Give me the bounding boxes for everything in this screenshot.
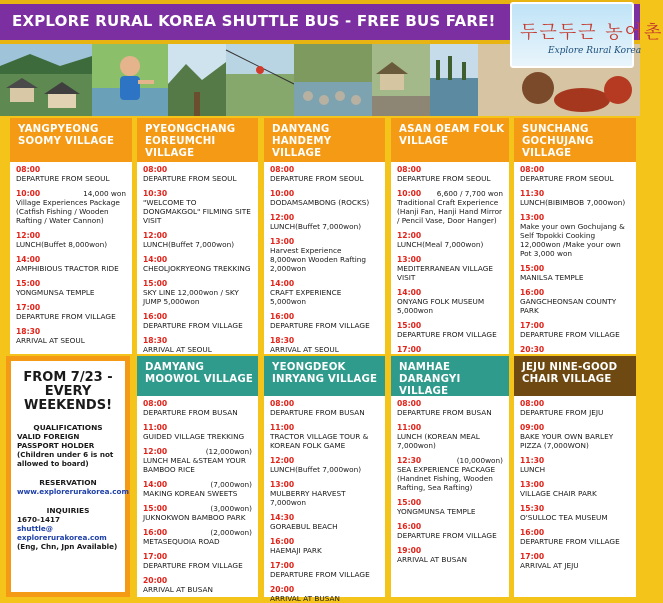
schedule-item (143, 336, 252, 354)
event-desc: MAKING KOREAN SWEETS (143, 489, 238, 498)
inquiries-heading: INQUIRIES (46, 506, 90, 515)
event-desc: LUNCH(Buffet 7,000won) (143, 240, 235, 249)
schedule-item (270, 279, 379, 306)
village-title: NAMHAE DARANGYI VILLAGE (391, 356, 509, 396)
event-desc: ARRIVAL AT BUSAN (270, 594, 340, 603)
schedule-item (520, 399, 630, 417)
event-time: 10:00 (270, 189, 295, 198)
village-card-namhae (391, 356, 509, 597)
event-time: 16:00 (520, 288, 545, 297)
photo-boy-fishing (92, 44, 168, 116)
event-time: 12:00 (270, 213, 295, 222)
event-desc: O'SULLOC TEA MUSEUM (520, 513, 608, 522)
event-desc: DEPARTURE FROM BUSAN (397, 408, 492, 417)
event-time: 11:30 (520, 189, 545, 198)
event-desc: ARRIVAL AT BUSAN (397, 555, 467, 564)
schedule-item (397, 255, 503, 282)
schedule-item (143, 399, 252, 417)
photo-village-roofs (0, 44, 92, 116)
photo-mountain-view (168, 44, 226, 116)
event-time: 08:00 (270, 399, 295, 408)
village-card-pyeongchang (137, 118, 258, 354)
village-title: DAMYANG MOOWOL VILLAGE (137, 356, 258, 396)
event-time: 09:00 (520, 423, 545, 432)
event-desc: METASEQUOIA ROAD (143, 537, 220, 546)
event-desc: GORAEBUL BEACH (270, 522, 338, 531)
schedule-item (397, 498, 503, 516)
schedule-item (397, 546, 503, 564)
schedule-item (143, 504, 252, 522)
event-time: 17:00 (397, 345, 422, 354)
schedule-item (16, 165, 126, 183)
event-time: 17:00 (520, 552, 545, 561)
schedule-item (270, 237, 379, 273)
event-time: 12:00 (143, 231, 168, 240)
schedule-item (270, 336, 379, 354)
event-time: 11:00 (143, 423, 168, 432)
event-time: 10:30 (143, 189, 168, 198)
event-time: 12:30 (397, 456, 422, 465)
event-time: 11:30 (520, 456, 545, 465)
schedule-item (143, 189, 252, 225)
schedule-item (520, 189, 630, 207)
schedule-item (397, 399, 503, 417)
event-desc: JUKNOKWON BAMBOO PARK (143, 513, 246, 522)
event-desc: ARRIVAL AT SEOUL (16, 336, 85, 345)
schedule-item (270, 456, 379, 474)
schedule-item (520, 165, 630, 183)
event-time: 12:00 (16, 231, 41, 240)
photo-stone-wall-village (372, 44, 430, 116)
village-card-sunchang (514, 118, 636, 354)
event-desc: YONGMUNSA TEMPLE (397, 507, 476, 516)
event-time: 13:00 (270, 480, 295, 489)
event-time: 14:00 (397, 288, 422, 297)
village-title: YEONGDEOK INRYANG VILLAGE (264, 356, 385, 396)
event-desc: DEPARTURE FROM VILLAGE (143, 561, 243, 570)
event-price: (10,000won) (456, 456, 503, 465)
event-desc: DODAMSAMBONG (ROCKS) (270, 198, 370, 207)
village-title: ASAN OEAM FOLK VILLAGE (391, 118, 509, 162)
event-desc: DEPARTURE FROM BUSAN (270, 408, 365, 417)
schedule-item (143, 312, 252, 330)
info-panel (6, 356, 130, 597)
event-time: 16:00 (143, 312, 168, 321)
schedule-item (397, 456, 503, 492)
schedule-item (397, 189, 503, 225)
event-time: 11:00 (270, 423, 295, 432)
event-time: 13:00 (397, 255, 422, 264)
schedule-item (397, 165, 503, 183)
village-card-damyang (137, 356, 258, 597)
event-desc: SEA EXPERIENCE PACKAGE (Handnet Fishing, Wooden Rafting, Sea Rafting) (397, 465, 496, 492)
schedule-item (520, 552, 630, 570)
event-desc: TRACTOR VILLAGE TOUR & KOREAN FOLK GAME (270, 432, 369, 450)
event-time: 08:00 (143, 399, 168, 408)
schedule-item (143, 447, 252, 474)
event-desc: LUNCH(Buffet 7,000won) (270, 465, 362, 474)
event-desc: LUNCH MEAL &STEAM YOUR BAMBOO RICE (143, 456, 246, 474)
qualification-line: allowed to board) (17, 459, 89, 468)
schedule-item (143, 255, 252, 273)
event-desc: MEDITERRANEAN VILLAGE VISIT (397, 264, 493, 282)
event-desc: GUIDED VILLAGE TREKKING (143, 432, 245, 441)
reservation-heading: RESERVATION (39, 478, 97, 487)
qualification-line: VALID FOREIGN (17, 432, 80, 441)
village-card-asan (391, 118, 509, 354)
schedule-item (520, 213, 630, 258)
event-desc: ONYANG FOLK MUSEUM 5,000won (397, 297, 485, 315)
schedule-item (520, 264, 630, 282)
event-desc: Traditional Craft Experience (Hanji Fan, Hanji Hand Mirror / Pencil Vase, Door Hanger) (397, 198, 503, 225)
event-desc: YONGMUNSA TEMPLE (16, 288, 95, 297)
event-desc: LUNCH(Buffet 7,000won) (270, 222, 362, 231)
event-time: 15:30 (520, 504, 545, 513)
event-desc: ARRIVAL AT BUSAN (143, 585, 213, 594)
qualifications-heading: QUALIFICATIONS (33, 423, 103, 432)
photo-stepping-stones (294, 44, 372, 116)
schedule-item (270, 189, 379, 207)
event-time: 08:00 (143, 165, 168, 174)
schedule-item (397, 288, 503, 315)
event-desc: Make your own Gochujang & Self Topokki Cooking 12,000won /Make your own Pot 3,000 won (520, 222, 625, 258)
schedule-item (397, 231, 503, 249)
event-desc: MANILSA TEMPLE (520, 273, 584, 282)
event-desc: DEPARTURE FROM SEOUL (520, 174, 614, 183)
event-time: 08:00 (397, 165, 422, 174)
event-desc: DEPARTURE FROM SEOUL (270, 174, 364, 183)
event-desc: "WELCOME TO DONGMAKGOL" FILMING SITE VISIT (143, 198, 251, 225)
schedule-item (143, 480, 252, 498)
schedule-item (270, 312, 379, 330)
schedule-item (16, 231, 126, 249)
event-time: 12:00 (270, 456, 295, 465)
event-desc: GANGCHEONSAN COUNTY PARK (520, 297, 617, 315)
event-price: 14,000 won (83, 189, 126, 198)
schedule-item (143, 165, 252, 183)
schedule-item (270, 585, 379, 603)
event-time: 16:00 (520, 528, 545, 537)
event-desc: MULBERRY HARVEST 7,000won (270, 489, 346, 507)
event-desc: SKY LINE 12,000won / SKY JUMP 5,000won (143, 288, 239, 306)
event-time: 14:00 (270, 279, 295, 288)
event-time: 12:00 (397, 231, 422, 240)
schedule-item (520, 456, 630, 474)
event-desc: DEPARTURE FROM JEJU (520, 408, 604, 417)
logo-badge (510, 2, 663, 68)
schedule-item (270, 537, 379, 555)
village-card-danyang (264, 118, 385, 354)
schedule-item (397, 423, 503, 450)
event-time: 19:00 (397, 546, 422, 555)
event-desc: DEPARTURE FROM VILLAGE (143, 321, 243, 330)
event-time: 16:00 (397, 522, 422, 531)
event-desc: LUNCH(BIBIMBOB 7,000won) (520, 198, 626, 207)
logo-hangul: 두근두근 농어촌 (520, 22, 663, 43)
schedule-item (397, 522, 503, 540)
event-time: 18:30 (16, 327, 41, 336)
event-desc: CHEOLJOKRYEONG TREKKING (143, 264, 251, 273)
schedule-item (397, 321, 503, 339)
logo-latin: Explore Rural Korea (548, 46, 642, 56)
event-desc: Harvest Experience 8,000won Wooden Rafting 2,000won (270, 246, 367, 273)
info-title: FROM 7/23 - EVERY WEEKENDS! (23, 370, 113, 413)
event-desc: DEPARTURE FROM VILLAGE (397, 330, 497, 339)
event-price: 6,600 / 7,700 won (436, 189, 503, 198)
event-time: 20:00 (270, 585, 295, 594)
event-time: 18:30 (143, 336, 168, 345)
inquiry-languages: (Eng, Chn, Jpn Available) (17, 542, 118, 551)
banner-title: EXPLORE RURAL KOREA SHUTTLE BUS - FREE BUS FARE! (12, 12, 496, 30)
event-time: 16:00 (270, 312, 295, 321)
event-desc: Village Experiences Package (Catfish Fishing / Wooden Rafting / Water Cannon) (16, 198, 120, 225)
event-time: 14:00 (143, 255, 168, 264)
event-time: 17:00 (16, 303, 41, 312)
event-desc: DEPARTURE FROM VILLAGE (16, 312, 116, 321)
event-time: 14:30 (270, 513, 295, 522)
village-title: SUNCHANG GOCHUJANG VILLAGE (514, 118, 636, 162)
schedule-item (520, 321, 630, 339)
village-title: DANYANG HANDEMY VILLAGE (264, 118, 385, 162)
event-desc: DEPARTURE FROM VILLAGE (270, 321, 370, 330)
event-desc: DEPARTURE FROM VILLAGE (520, 330, 620, 339)
schedule-item (143, 528, 252, 546)
event-time: 16:00 (143, 528, 168, 537)
event-desc: DEPARTURE FROM VILLAGE (520, 537, 620, 546)
event-time: 15:00 (520, 264, 545, 273)
schedule-item (16, 189, 126, 225)
event-desc: CRAFT EXPERIENCE 5,000won (270, 288, 342, 306)
village-card-jeju (514, 356, 636, 597)
event-time: 11:00 (397, 423, 422, 432)
schedule-item (143, 552, 252, 570)
event-price: (3,000won) (210, 504, 252, 513)
event-desc: LUNCH (520, 465, 546, 474)
schedule-item (143, 279, 252, 306)
event-desc: LUNCH (KOREAN MEAL 7,000won) (397, 432, 480, 450)
event-time: 17:00 (520, 321, 545, 330)
event-time: 08:00 (520, 165, 545, 174)
event-time: 13:00 (520, 480, 545, 489)
schedule-item (270, 423, 379, 450)
village-title: YANGPYEONG SOOMY VILLAGE (10, 118, 132, 162)
event-time: 15:00 (143, 504, 168, 513)
event-time: 17:00 (143, 552, 168, 561)
schedule-item (270, 480, 379, 507)
event-time: 14:00 (16, 255, 41, 264)
event-time: 15:00 (16, 279, 41, 288)
event-desc: BAKE YOUR OWN BARLEY PIZZA (7,000WON) (520, 432, 614, 450)
schedule-item (16, 303, 126, 321)
schedule-item (520, 504, 630, 522)
village-card-yangpyeong (10, 118, 132, 354)
event-time: 10:00 (397, 189, 422, 198)
schedule-item (16, 327, 126, 345)
inquiry-phone: 1670-1417 (17, 515, 60, 524)
event-desc: DEPARTURE FROM SEOUL (143, 174, 237, 183)
event-desc: DEPARTURE FROM SEOUL (16, 174, 110, 183)
event-time: 14:00 (143, 480, 168, 489)
schedule-item (270, 399, 379, 417)
schedule-item (143, 576, 252, 594)
event-desc: DEPARTURE FROM VILLAGE (270, 570, 370, 579)
event-desc: LUNCH(Buffet 8,000won) (16, 240, 108, 249)
event-price: (2,000won) (210, 528, 252, 537)
event-time: 15:00 (397, 498, 422, 507)
qualification-line: (Children under 6 is not (17, 450, 114, 459)
schedule-item (270, 213, 379, 231)
event-desc: ARRIVAL AT SEOUL (270, 345, 339, 354)
reservation-link[interactable]: www.explorerurakorea.com (17, 487, 129, 496)
event-time: 18:30 (270, 336, 295, 345)
schedule-item (143, 423, 252, 441)
event-time: 13:00 (270, 237, 295, 246)
schedule-item (16, 279, 126, 297)
photo-lake-trees (430, 44, 478, 116)
event-time: 12:00 (143, 447, 168, 456)
event-desc: VILLAGE CHAIR PARK (520, 489, 597, 498)
event-time: 13:00 (520, 213, 545, 222)
event-time: 20:30 (520, 345, 545, 354)
event-time: 15:00 (397, 321, 422, 330)
schedule-item (143, 231, 252, 249)
event-time: 20:00 (143, 576, 168, 585)
village-title: JEJU NINE-GOOD CHAIR VILLAGE (514, 356, 636, 396)
event-time: 10:00 (16, 189, 41, 198)
event-desc: DEPARTURE FROM BUSAN (143, 408, 238, 417)
schedule-item (520, 480, 630, 498)
schedule-item (270, 561, 379, 579)
qualification-line: PASSPORT HOLDER (17, 441, 95, 450)
village-title: PYEONGCHANG EOREUMCHI VILLAGE (137, 118, 258, 162)
inquiry-email-domain[interactable]: explorerurakorea.com (17, 533, 107, 542)
event-time: 08:00 (520, 399, 545, 408)
event-desc: LUNCH(Meal 7,000won) (397, 240, 484, 249)
event-price: (7,000won) (210, 480, 252, 489)
event-time: 08:00 (16, 165, 41, 174)
schedule-item (16, 255, 126, 273)
schedule-item (520, 528, 630, 546)
event-desc: DEPARTURE FROM VILLAGE (397, 531, 497, 540)
event-time: 08:00 (397, 399, 422, 408)
event-time: 17:00 (270, 561, 295, 570)
inquiry-email[interactable]: shuttle@ (17, 524, 53, 533)
event-time: 15:00 (143, 279, 168, 288)
event-desc: ARRIVAL AT JEJU (520, 561, 579, 570)
schedule-item (520, 423, 630, 450)
schedule-item (270, 165, 379, 183)
event-time: 08:00 (270, 165, 295, 174)
event-desc: ARRIVAL AT SEOUL (143, 345, 212, 354)
village-card-yeongdeok (264, 356, 385, 603)
event-desc: DEPARTURE FROM SEOUL (397, 174, 491, 183)
event-time: 16:00 (270, 537, 295, 546)
schedule-item (270, 513, 379, 531)
schedule-item (520, 288, 630, 315)
photo-zipline (226, 44, 294, 116)
event-desc: AMPHIBIOUS TRACTOR RIDE (16, 264, 119, 273)
event-desc: HAEMAJI PARK (270, 546, 322, 555)
event-price: (12,000won) (205, 447, 252, 456)
